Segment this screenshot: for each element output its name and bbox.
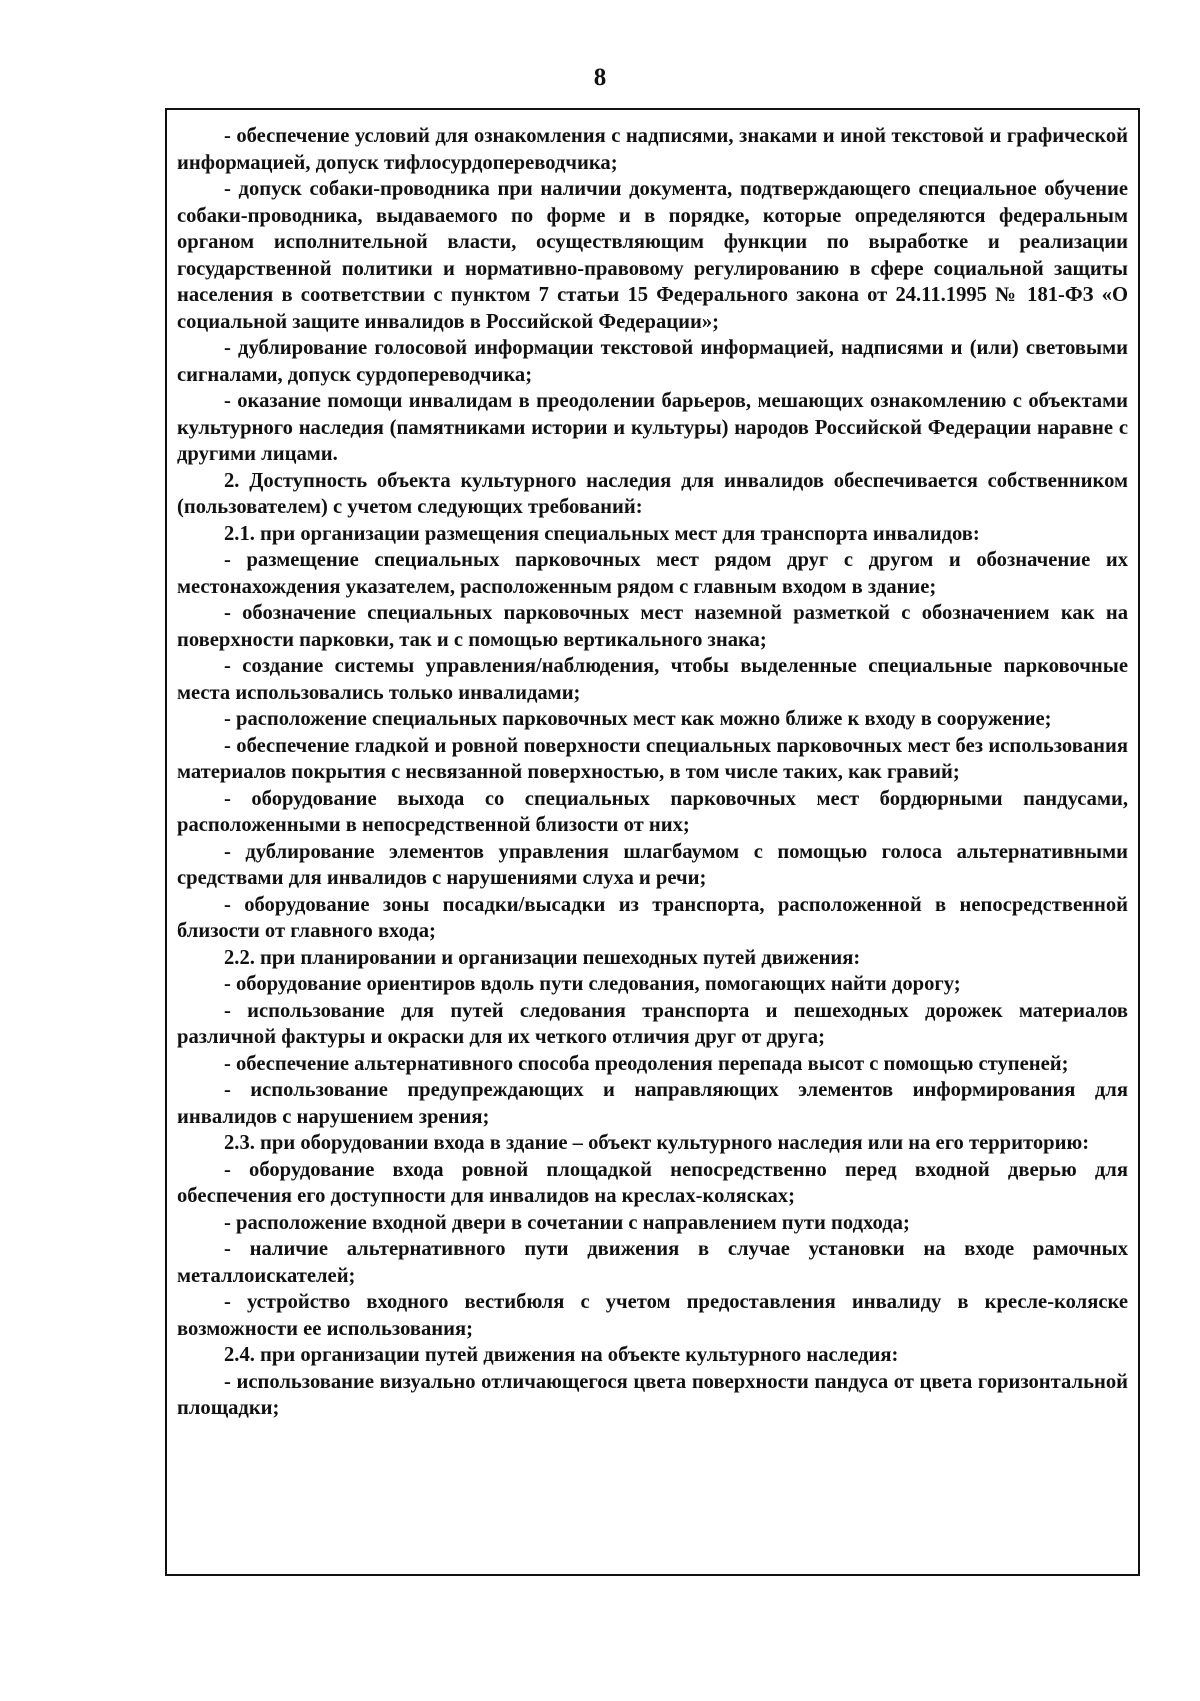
paragraph: 2. Доступность объекта культурного наследия для инвалидов обеспечивается собственником (пользователем) с учетом следующих требований: (177, 469, 1128, 518)
paragraph: - обеспечение гладкой и ровной поверхности специальных парковочных мест без использования материалов покрытия с несвязанной поверхностью, в том числе таких, как гравий; (177, 734, 1128, 783)
paragraph: - дублирование элементов управления шлагбаумом с помощью голоса альтернативными средствами для инвалидов с нарушениями слуха и речи; (177, 840, 1128, 889)
paragraph: - оборудование выхода со специальных парковочных мест бордюрными пандусами, расположенными в непосредственной близости от них; (177, 787, 1128, 836)
paragraph: - оборудование ориентиров вдоль пути следования, помогающих найти дорогу; (224, 973, 961, 995)
paragraph: - устройство входного вестибюля с учетом предоставления инвалиду в кресле-коляске возможности ее использования; (177, 1291, 1128, 1340)
paragraph: - создание системы управления/наблюдения, чтобы выделенные специальные парковочные места использовались только инвалидами; (177, 655, 1128, 704)
paragraph: - допуск собаки-проводника при наличии документа, подтверждающего специальное обучение собаки-проводника, выдаваемого по форме и в порядке, которые определяются федеральным органом исполнительной власти, осуществляющим функции по выработке и реализации государственной политики и нормативно-правовому регулированию в сфере социальной защиты населения в соответствии с пунктом 7 статьи 15 Федерального закона от 24.11.1995 № 181-ФЗ «О социальной защите инвалидов в Российской Федерации»; (177, 178, 1128, 333)
paragraph: - наличие альтернативного пути движения в случае установки на входе рамочных металлоискателей; (177, 1238, 1128, 1287)
page-number: 8 (593, 64, 607, 91)
document-body (165, 108, 1140, 1576)
paragraph: 2.3. при оборудовании входа в здание – объект культурного наследия или на его территорию: (224, 1132, 1090, 1154)
paragraph: - расположение специальных парковочных мест как можно ближе к входу в сооружение; (224, 708, 1052, 730)
paragraph: - оказание помощи инвалидам в преодолении барьеров, мешающих ознакомлению с объектами культурного наследия (памятниками истории и культуры) народов Российской Федерации наравне с другими лицами. (177, 390, 1128, 465)
paragraph: - обеспечение альтернативного способа преодоления перепада высот с помощью ступеней; (224, 1052, 1069, 1075)
paragraph: - размещение специальных парковочных мест рядом друг с другом и обозначение их местонахождения указателем, расположенным рядом с главным входом в здание; (177, 549, 1128, 598)
paragraph: - оборудование зоны посадки/высадки из транспорта, расположенной в непосредственной близости от главного входа; (177, 893, 1128, 942)
paragraph: - использование визуально отличающегося цвета поверхности пандуса от цвета горизонтальной площадки; (177, 1370, 1128, 1419)
paragraph: - обеспечение условий для ознакомления с надписями, знаками и иной текстовой и графической информацией, допуск тифлосурдопереводчика; (177, 125, 1128, 174)
paragraph: 2.1. при организации размещения специальных мест для транспорта инвалидов: (224, 522, 980, 545)
paragraph: - использование предупреждающих и направляющих элементов информирования для инвалидов с нарушением зрения; (177, 1079, 1128, 1128)
paragraph: - оборудование входа ровной площадкой непосредственно перед входной дверью для обеспечения его доступности для инвалидов на креслах-колясках; (177, 1158, 1128, 1207)
paragraph: - использование для путей следования транспорта и пешеходных дорожек материалов различной фактуры и окраски для их четкого отличия друг от друга; (177, 999, 1128, 1048)
paragraph: - обозначение специальных парковочных мест наземной разметкой с обозначением как на поверхности парковки, так и с помощью вертикального знака; (177, 602, 1128, 651)
paragraph: - дублирование голосовой информации текстовой информацией, надписями и (или) световыми сигналами, допуск сурдопереводчика; (177, 337, 1128, 386)
paragraph: - расположение входной двери в сочетании с направлением пути подхода; (224, 1211, 910, 1234)
paragraph: 2.4. при организации путей движения на объекте культурного наследия: (224, 1344, 899, 1366)
paragraph: 2.2. при планировании и организации пешеходных путей движения: (224, 946, 861, 969)
